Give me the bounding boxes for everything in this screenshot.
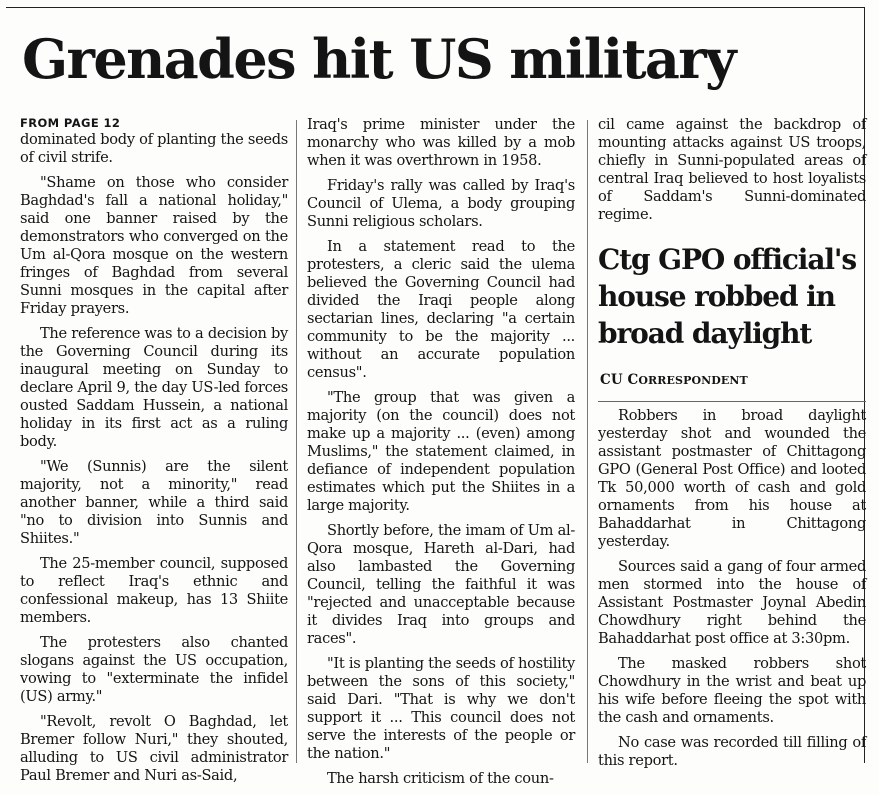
paragraph: "It is planting the seeds of hostility between the sons of this society," said Dari. "That is why we don't support it ... This council does not serve the interests of the people or the nation." (307, 655, 575, 762)
byline (600, 372, 748, 388)
byline-rule (598, 401, 866, 402)
paragraph: Iraq's prime minister under the monarchy who was killed by a mob when it was overthrown in 1958. (307, 116, 575, 169)
paragraph: cil came against the backdrop of mounting attacks against US troops, chiefly in Sunni-populated areas of central Iraq believed to host loyalists of Saddam's Sunni-dominated regime. (598, 116, 866, 223)
column-2 (307, 116, 575, 795)
paragraph: In a statement read to the protesters, a cleric said the ulema believed the Governing Council had divided the Iraqi people along sectarian lines, declaring "a certain community to be the majority ... without an accurate population census". (307, 238, 575, 381)
paragraph: No case was recorded till filling of this report. (598, 734, 866, 769)
column-divider (587, 120, 588, 763)
story2-body (598, 407, 866, 777)
paragraph: The 25-member council, supposed to reflect Iraq's ethnic and confessional makeup, has 13 Shiite members. (20, 555, 288, 626)
paragraph: The masked robbers shot Chowdhury in the wrist and beat up his wife before fleeing the spot with the cash and ornaments. (598, 655, 866, 726)
story2-headline: Ctg GPO official's house robbed in broad daylight (598, 243, 857, 350)
jump-kicker: FROM PAGE 12 (20, 116, 121, 130)
paragraph: Friday's rally was called by Iraq's Council of Ulema, a body grouping Sunni religious scholars. (307, 177, 575, 230)
paragraph: "The group that was given a majority (on the council) does not make up a majority ... (even) among Muslims," the statement claimed, in defiance of independent population estimates which put the Shiites in a large majority. (307, 389, 575, 514)
byline-initials: CU C (600, 372, 639, 388)
paragraph: Robbers in broad daylight yesterday shot and wounded the assistant postmaster of Chittagong GPO (General Post Office) and looted Tk 50,000 worth of cash and gold ornaments from his house at Bahaddarhat in Chittagong yesterday. (598, 407, 866, 550)
paragraph: "Shame on those who consider Baghdad's fall a national holiday," said one banner raised by the demonstrators who converged on the Um al-Qora mosque on the western fringes of Baghdad from several Sunni mosques in the capital after Friday prayers. (20, 174, 288, 317)
paragraph: Sources said a gang of four armed men stormed into the house of Assistant Postmaster Joynal Abedin Chowdhury right behind the Bahaddarhat post office at 3:30pm. (598, 558, 866, 647)
paragraph: The reference was to a decision by the Governing Council during its inaugural meeting on Sunday to declare April 9, the day US-led forces ousted Saddam Hussein, a national holiday in its first act as a ruling body. (20, 325, 288, 450)
paragraph: "We (Sunnis) are the silent majority, not a minority," read another banner, while a third said "no to division into Sunnis and Shiites." (20, 458, 288, 547)
paragraph: "Revolt, revolt O Baghdad, let Bremer follow Nuri," they shouted, alluding to US civil administrator Paul Bremer and Nuri as-Said, (20, 713, 288, 784)
column-divider (296, 120, 297, 763)
paragraph: The protesters also chanted slogans against the US occupation, vowing to "exterminate the infidel (US) army." (20, 634, 288, 705)
column-1 (20, 116, 288, 792)
paragraph: Shortly before, the imam of Um al-Qora mosque, Hareth al-Dari, had also lambasted the Governing Council, telling the faithful it was "rejected and unacceptable because it divides Iraq into groups and races". (307, 522, 575, 647)
byline-rest: ORRESPONDENT (638, 374, 748, 387)
paragraph: dominated body of planting the seeds of civil strife. (20, 131, 288, 166)
main-headline: Grenades hit US military (22, 27, 735, 91)
paragraph: The harsh criticism of the coun- (327, 770, 554, 787)
top-rule (6, 7, 865, 8)
column-3 (598, 116, 866, 231)
